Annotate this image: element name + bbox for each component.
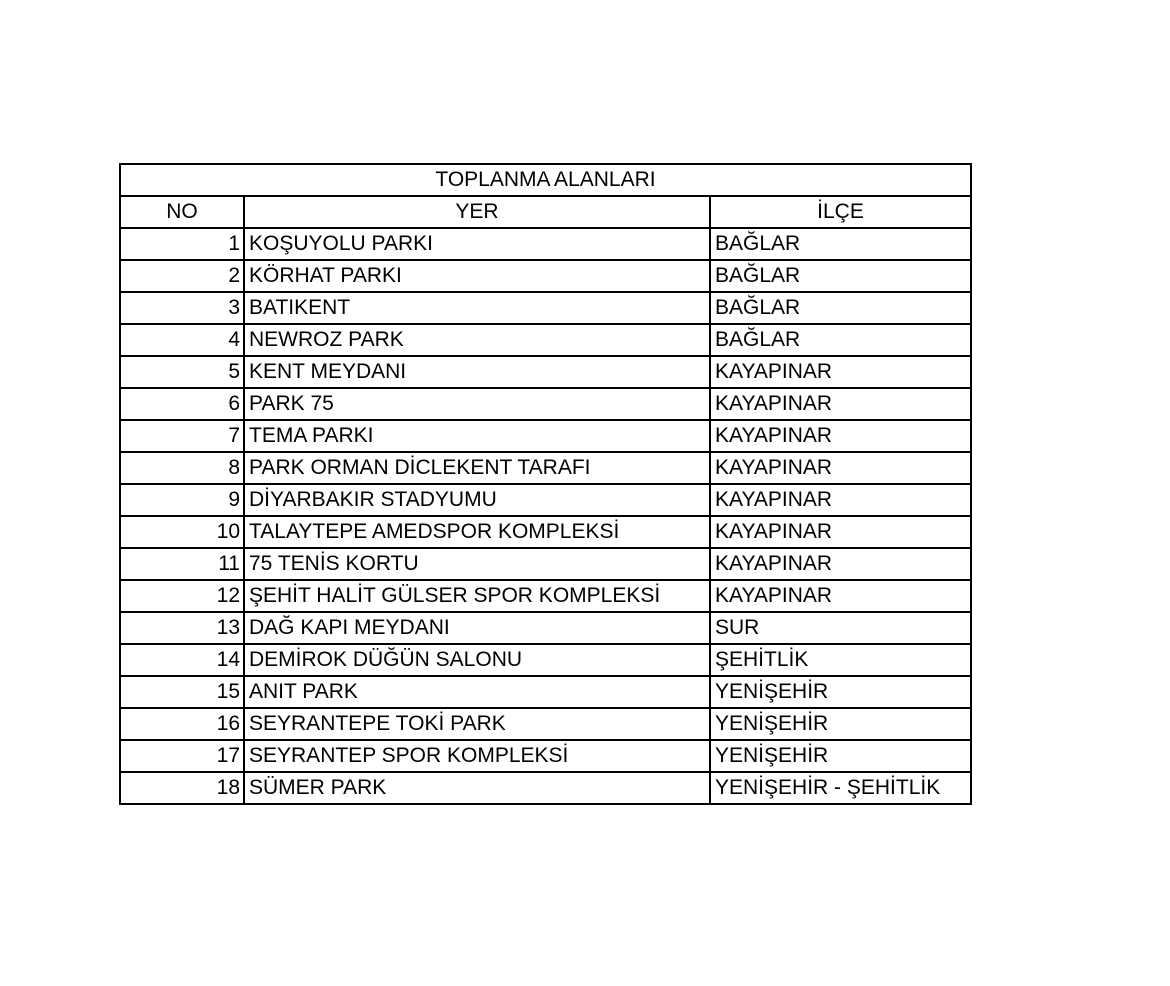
cell-yer: SEYRANTEP SPOR KOMPLEKSİ [244, 740, 710, 772]
table-title: TOPLANMA ALANLARI [120, 164, 971, 196]
table-row [120, 708, 971, 740]
cell-no: 4 [120, 324, 244, 356]
cell-yer: 75 TENİS KORTU [244, 548, 710, 580]
table-row [120, 580, 971, 612]
table-row [120, 452, 971, 484]
cell-no: 9 [120, 484, 244, 516]
cell-no: 8 [120, 452, 244, 484]
cell-no: 11 [120, 548, 244, 580]
cell-ilce: BAĞLAR [710, 292, 971, 324]
table-row [120, 260, 971, 292]
cell-no: 2 [120, 260, 244, 292]
header-yer: YER [244, 196, 710, 228]
cell-ilce: YENİŞEHİR - ŞEHİTLİK [710, 772, 971, 804]
cell-ilce: ŞEHİTLİK [710, 644, 971, 676]
cell-ilce: KAYAPINAR [710, 388, 971, 420]
cell-no: 14 [120, 644, 244, 676]
cell-no: 10 [120, 516, 244, 548]
cell-ilce: KAYAPINAR [710, 516, 971, 548]
table-row [120, 228, 971, 260]
cell-no: 15 [120, 676, 244, 708]
cell-yer: NEWROZ PARK [244, 324, 710, 356]
cell-ilce: KAYAPINAR [710, 580, 971, 612]
cell-no: 13 [120, 612, 244, 644]
cell-yer: ŞEHİT HALİT GÜLSER SPOR KOMPLEKSİ [244, 580, 710, 612]
cell-no: 6 [120, 388, 244, 420]
cell-yer: PARK ORMAN DİCLEKENT TARAFI [244, 452, 710, 484]
assembly-areas-table [119, 163, 972, 805]
cell-yer: SÜMER PARK [244, 772, 710, 804]
cell-yer: DAĞ KAPI MEYDANI [244, 612, 710, 644]
cell-no: 1 [120, 228, 244, 260]
table-row [120, 740, 971, 772]
cell-no: 18 [120, 772, 244, 804]
cell-ilce: KAYAPINAR [710, 484, 971, 516]
cell-no: 17 [120, 740, 244, 772]
cell-ilce: BAĞLAR [710, 324, 971, 356]
table-row [120, 644, 971, 676]
cell-ilce: SUR [710, 612, 971, 644]
cell-yer: SEYRANTEPE TOKİ PARK [244, 708, 710, 740]
table-title-row [120, 164, 971, 196]
cell-no: 16 [120, 708, 244, 740]
table-row [120, 292, 971, 324]
cell-ilce: KAYAPINAR [710, 452, 971, 484]
table-row [120, 484, 971, 516]
cell-yer: TEMA PARKI [244, 420, 710, 452]
cell-yer: KOŞUYOLU PARKI [244, 228, 710, 260]
table-row [120, 356, 971, 388]
cell-yer: KENT MEYDANI [244, 356, 710, 388]
cell-ilce: YENİŞEHİR [710, 740, 971, 772]
table-row [120, 676, 971, 708]
cell-ilce: BAĞLAR [710, 228, 971, 260]
cell-no: 3 [120, 292, 244, 324]
cell-yer: DEMİROK DÜĞÜN SALONU [244, 644, 710, 676]
cell-yer: TALAYTEPE AMEDSPOR KOMPLEKSİ [244, 516, 710, 548]
cell-no: 5 [120, 356, 244, 388]
table-row [120, 516, 971, 548]
cell-ilce: KAYAPINAR [710, 420, 971, 452]
cell-no: 7 [120, 420, 244, 452]
table-row [120, 388, 971, 420]
cell-yer: DİYARBAKIR STADYUMU [244, 484, 710, 516]
cell-ilce: YENİŞEHİR [710, 708, 971, 740]
cell-ilce: YENİŞEHİR [710, 676, 971, 708]
table-row [120, 772, 971, 804]
cell-ilce: KAYAPINAR [710, 356, 971, 388]
table-row [120, 548, 971, 580]
table-row [120, 324, 971, 356]
cell-ilce: BAĞLAR [710, 260, 971, 292]
cell-ilce: KAYAPINAR [710, 548, 971, 580]
cell-no: 12 [120, 580, 244, 612]
table-row [120, 612, 971, 644]
table-row [120, 420, 971, 452]
cell-yer: PARK 75 [244, 388, 710, 420]
cell-yer: ANIT PARK [244, 676, 710, 708]
cell-yer: BATIKENT [244, 292, 710, 324]
cell-yer: KÖRHAT PARKI [244, 260, 710, 292]
header-ilce: İLÇE [710, 196, 971, 228]
table-header-row [120, 196, 971, 228]
header-no: NO [120, 196, 244, 228]
